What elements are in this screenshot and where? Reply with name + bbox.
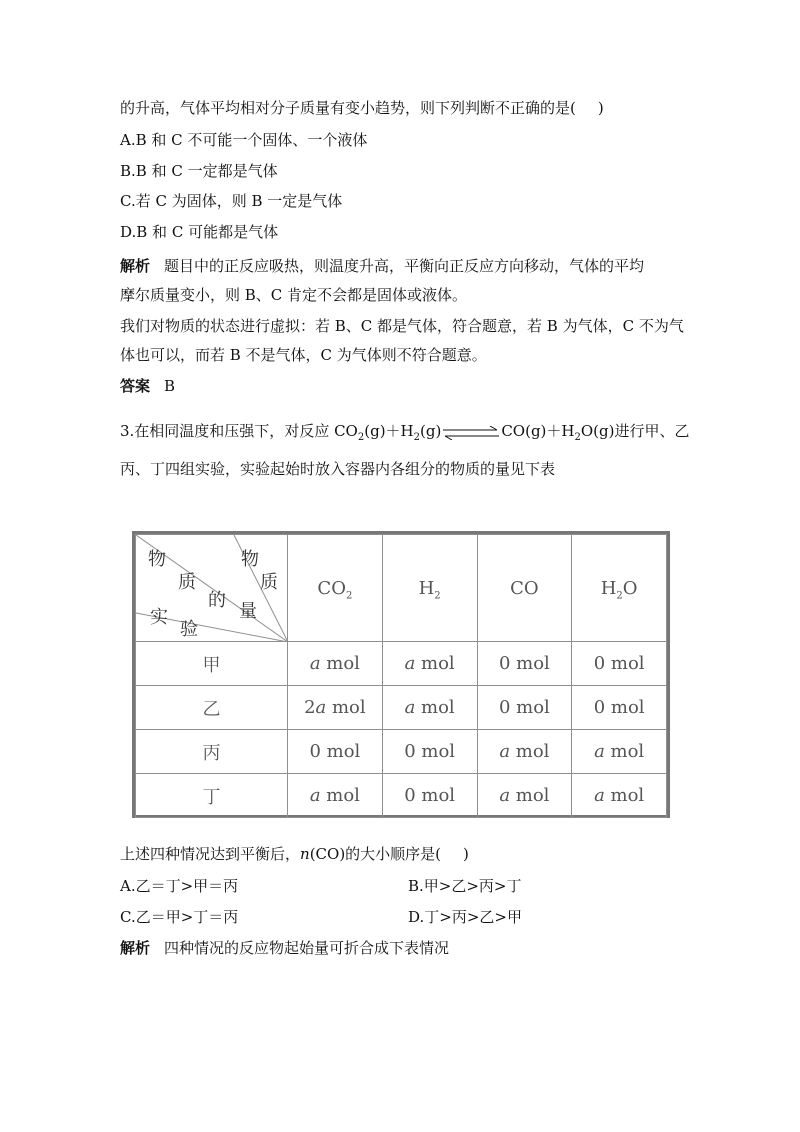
q3-option-d: D.丁>丙>乙>甲: [408, 908, 522, 926]
q2-option-d: D.B 和 C 可能都是气体: [120, 223, 279, 241]
row-label: 甲: [136, 642, 288, 686]
q2-stem-text: 的升高，气体平均相对分子质量有变小趋势，则下列判断不正确的是(: [120, 99, 576, 117]
q2-analysis-label: 解析: [120, 257, 151, 275]
q3-stem-line-2: 丙、丁四组实验，实验起始时放入容器内各组分的物质的量见下表: [120, 460, 556, 478]
table-header-h2o: [572, 535, 667, 642]
table-cell: [477, 730, 572, 774]
cell-unit: mol: [605, 697, 645, 718]
table-cell: [382, 686, 477, 730]
cell-var: a: [499, 741, 511, 762]
q2-answer-label: 答案: [120, 377, 151, 395]
cell-var: a: [594, 785, 605, 806]
row-label: 乙: [136, 686, 288, 730]
cell-coef: 0: [593, 653, 606, 674]
cell-coef: 0: [404, 741, 416, 762]
header-sub: 2: [616, 590, 623, 602]
table-cell: [288, 642, 383, 686]
equilibrium-arrow-icon: [443, 425, 499, 439]
corner-mid-center-char: 的: [208, 590, 226, 611]
table-row: [136, 730, 667, 774]
corner-top-right-char-1: 物: [241, 549, 259, 570]
cell-unit: mol: [510, 785, 550, 806]
header-base: CO: [317, 577, 346, 599]
header-base: CO: [510, 577, 539, 599]
cell-unit: mol: [510, 741, 550, 762]
q2-option-a: A.B 和 C 不可能一个固体、一个液体: [120, 131, 368, 149]
q3-stem-mid3: CO(g)＋H: [501, 422, 575, 440]
cell-unit: mol: [510, 697, 550, 718]
cell-coef: 2: [304, 697, 316, 718]
q2-analysis-text-1: 题目中的正反应吸热，则温度升高，平衡向正反应方向移动，气体的平均: [164, 257, 645, 275]
table-row: [136, 686, 667, 730]
table-corner-cell: [136, 535, 288, 642]
q3-question: [120, 844, 469, 864]
q2-stem-close: ): [597, 99, 604, 117]
corner-top-left-char: 物: [148, 549, 166, 570]
cell-unit: mol: [320, 785, 360, 806]
q3-h2o-sub: 2: [574, 432, 581, 443]
table-cell: [572, 730, 667, 774]
q3-option-b: B.甲>乙>丙>丁: [408, 877, 522, 895]
q2-answer: [120, 376, 175, 396]
q3-stem-mid2: (g): [420, 422, 442, 440]
q2-analysis-line-4: 体也可以，而若 B 不是气体，C 为气体则不符合题意。: [120, 346, 487, 364]
q2-answer-value: B: [164, 377, 176, 395]
table-cell: [288, 686, 383, 730]
table-row: [136, 642, 667, 686]
row-label: 丙: [136, 730, 288, 774]
q2-analysis-line-1: [120, 256, 644, 276]
table-header-co: [477, 535, 572, 642]
q3-table-grid: [135, 534, 667, 818]
cell-unit: mol: [320, 741, 361, 762]
header-tail: O: [622, 577, 638, 599]
table-cell: [288, 730, 383, 774]
q3-option-a: A.乙＝丁>甲＝丙: [120, 877, 239, 895]
q3-question-suffix: (CO)的大小顺序是(: [309, 845, 442, 863]
cell-unit: mol: [604, 785, 645, 806]
table-cell: [477, 774, 572, 818]
table-header-h2: [382, 535, 477, 642]
q2-analysis-line-2: 摩尔质量变小，则 B、C 肯定不会都是固体或液体。: [120, 286, 468, 304]
q3-h2-sub: 2: [413, 432, 420, 443]
cell-unit: mol: [415, 741, 456, 762]
q3-stem-mid4: O(g)进行甲、乙: [580, 422, 690, 440]
corner-right-mid-char: 量: [239, 601, 257, 622]
q3-question-var: n: [300, 845, 310, 863]
cell-unit: mol: [510, 653, 550, 674]
cell-unit: mol: [415, 697, 455, 718]
table-cell: [477, 642, 572, 686]
cell-coef: 0: [498, 653, 511, 674]
table-cell: [382, 774, 477, 818]
q3-question-close: ): [463, 845, 469, 863]
q2-stem-tail: [120, 98, 604, 118]
cell-var: a: [594, 741, 605, 762]
table-cell: [382, 730, 477, 774]
table-cell: [477, 686, 572, 730]
q3-option-c: C.乙＝甲>丁＝丙: [120, 908, 239, 926]
corner-mid-left-char: 质: [178, 572, 196, 593]
corner-diagonal-header: [136, 535, 287, 641]
corner-bottom-left-char-1: 实: [150, 607, 168, 628]
table-cell: [572, 686, 667, 730]
cell-var: a: [315, 697, 327, 718]
q2-analysis-line-3: 我们对物质的状态进行虚拟：若 B、C 都是气体，符合题意，若 B 为气体，C 不为气: [120, 317, 684, 335]
cell-coef: 0: [309, 741, 321, 762]
q3-analysis-line: [120, 938, 449, 958]
q3-analysis-text: 四种情况的反应物起始量可折合成下表情况: [164, 939, 450, 957]
cell-var: a: [499, 785, 511, 806]
header-sub: 2: [345, 590, 353, 602]
q3-data-table: [132, 531, 670, 818]
table-cell: [382, 642, 477, 686]
q3-co2-sub: 2: [357, 432, 365, 443]
cell-coef: 0: [404, 785, 416, 806]
cell-var: a: [404, 653, 416, 674]
q3-stem-prefix: 3.在相同温度和压强下，对反应 CO: [120, 422, 358, 440]
cell-unit: mol: [415, 653, 455, 674]
table-row: [136, 774, 667, 818]
cell-unit: mol: [604, 741, 645, 762]
cell-unit: mol: [605, 653, 645, 674]
q3-stem-line-1: [120, 421, 689, 441]
q3-stem-mid1: (g)＋H: [364, 422, 414, 440]
table-header-row: [136, 535, 667, 642]
cell-coef: 0: [498, 697, 511, 718]
corner-top-right-char-2: 质: [260, 572, 278, 593]
header-base: H: [418, 577, 435, 599]
cell-unit: mol: [326, 697, 366, 718]
header-base: H: [600, 577, 617, 599]
q3-question-prefix: 上述四种情况达到平衡后，: [120, 845, 301, 863]
table-cell: [288, 774, 383, 818]
header-sub: 2: [434, 590, 441, 602]
q2-option-b: B.B 和 C 一定都是气体: [120, 162, 278, 180]
corner-bottom-left-char-2: 验: [180, 619, 198, 640]
cell-var: a: [309, 785, 321, 806]
cell-unit: mol: [415, 785, 456, 806]
cell-coef: 0: [593, 697, 606, 718]
q2-option-c: C.若 C 为固体，则 B 一定是气体: [120, 192, 343, 210]
table-cell: [572, 774, 667, 818]
table-header-co2: [288, 535, 383, 642]
cell-var: a: [309, 653, 321, 674]
row-label: 丁: [136, 774, 288, 818]
cell-unit: mol: [320, 653, 360, 674]
table-cell: [572, 642, 667, 686]
q3-analysis-label: 解析: [120, 939, 151, 957]
cell-var: a: [404, 697, 416, 718]
